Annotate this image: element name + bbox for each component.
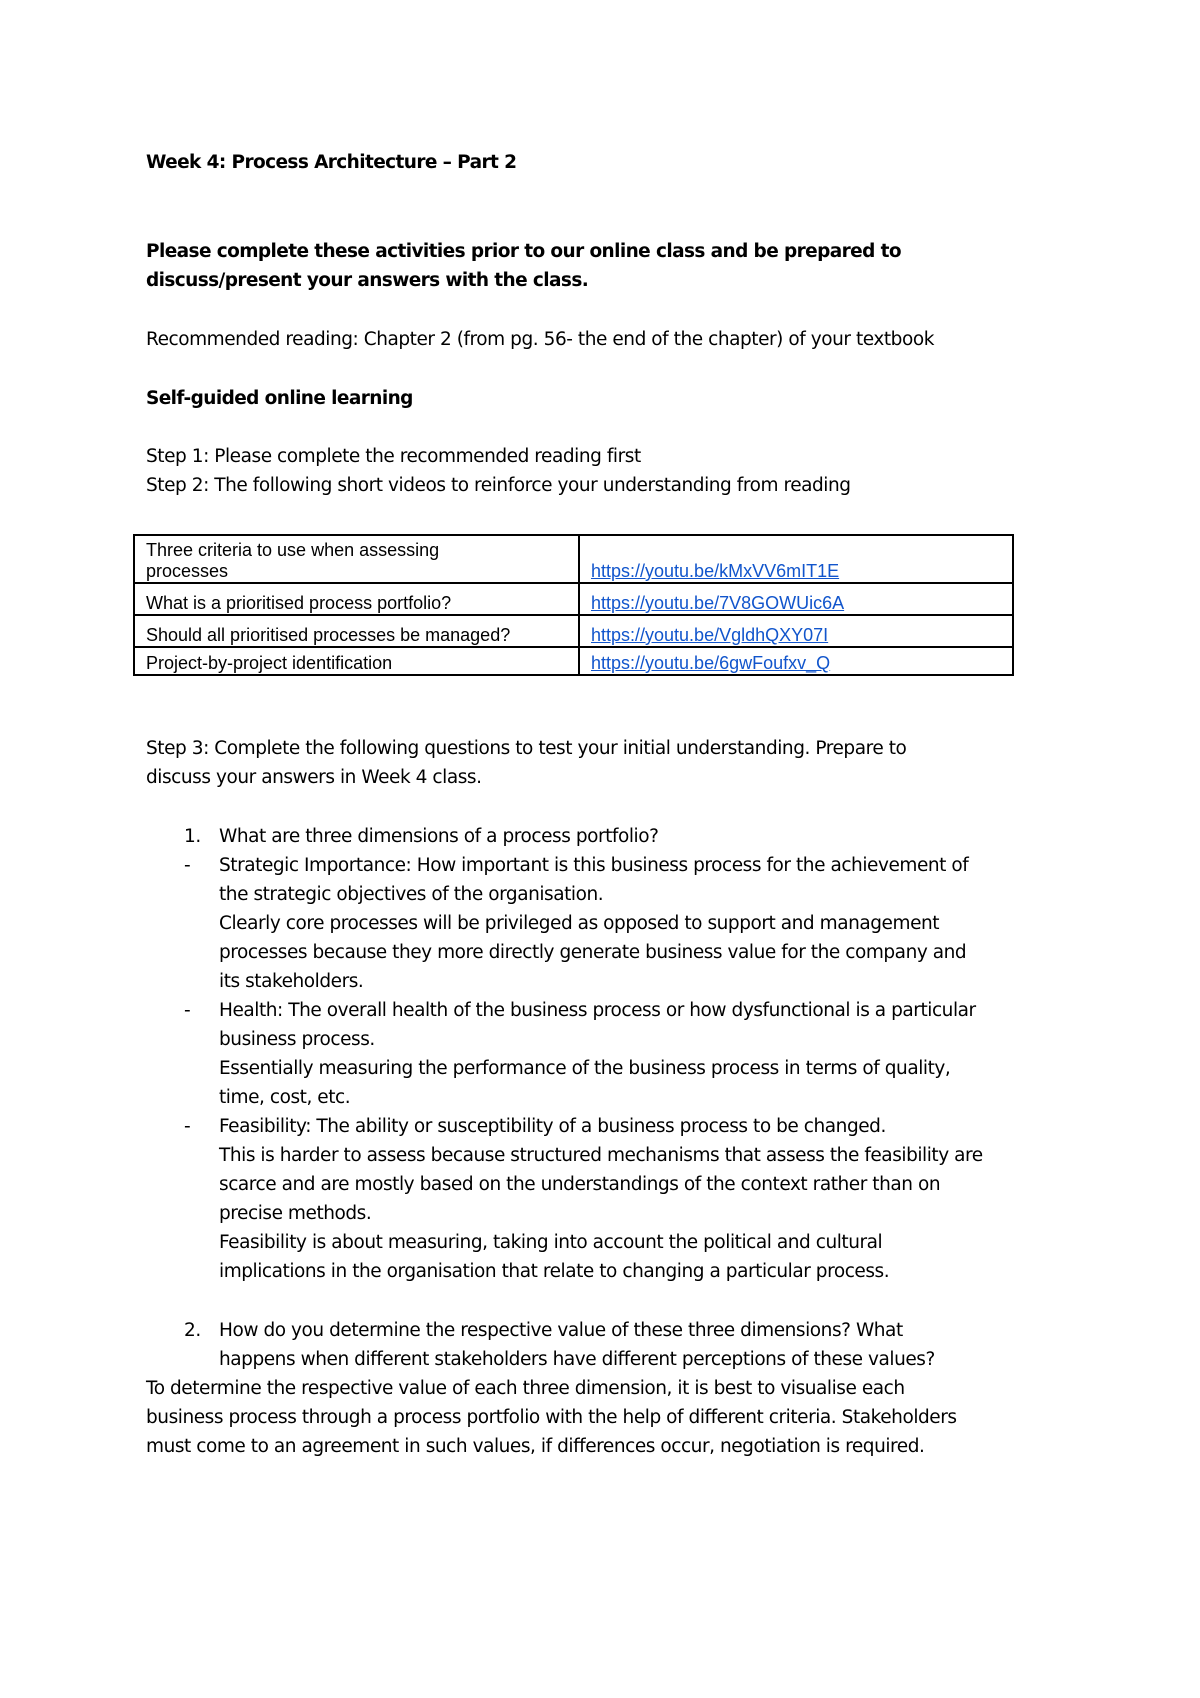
table-row	[134, 583, 1013, 615]
answer-2-line: To determine the respective value of each three dimension, it is best to visualise each	[146, 1378, 905, 1399]
answer-2-line: must come to an agreement in such values, if differences occur, negotiation is required.	[146, 1436, 925, 1457]
video-title: Three criteria to use when assessing	[146, 540, 440, 560]
answer-line: Essentially measuring the performance of the business process in terms of quality,	[219, 1058, 951, 1079]
step-3-line-1: Step 3: Complete the following questions to test your initial understanding. Prepare to	[146, 738, 907, 759]
video-title: Should all prioritised processes be managed?	[146, 625, 511, 645]
question-2-text-cont: happens when different stakeholders have different perceptions of these values?	[219, 1349, 935, 1370]
intro-line-1: Please complete these activities prior to our online class and be prepared to	[146, 241, 901, 262]
video-link-cell	[579, 615, 1013, 647]
answer-line: Health: The overall health of the business process or how dysfunctional is a particular	[219, 1000, 976, 1021]
step-2: Step 2: The following short videos to reinforce your understanding from reading	[146, 475, 851, 496]
video-title-cell	[134, 615, 579, 647]
intro-line-2: discuss/present your answers with the class.	[146, 270, 589, 291]
answer-line: business process.	[219, 1029, 375, 1050]
video-link[interactable]: https://youtu.be/VgldhQXY07I	[591, 625, 829, 645]
video-link[interactable]: https://youtu.be/6gwFoufxv_Q	[591, 653, 831, 673]
answer-line: its stakeholders.	[219, 971, 364, 992]
table-row	[134, 647, 1013, 675]
video-table	[133, 534, 1014, 676]
answer-line: processes because they more directly generate business value for the company and	[219, 942, 967, 963]
answer-line: This is harder to assess because structured mechanisms that assess the feasibility are	[219, 1145, 983, 1166]
answer-line: Feasibility is about measuring, taking into account the political and cultural	[219, 1232, 883, 1253]
question-2-text: How do you determine the respective value of these three dimensions? What	[219, 1320, 903, 1341]
answer-line: the strategic objectives of the organisation.	[219, 884, 604, 905]
answer-line: scarce and are mostly based on the understandings of the context rather than on	[219, 1174, 941, 1195]
video-title: Project-by-project identification	[146, 653, 393, 673]
answer-line: Clearly core processes will be privileged as opposed to support and management	[219, 913, 940, 934]
bullet-dash: -	[184, 1000, 191, 1021]
step-3-line-2: discuss your answers in Week 4 class.	[146, 767, 482, 788]
answer-2-line: business process through a process portfolio with the help of different criteria. Stakeholders	[146, 1407, 957, 1428]
document-title: Week 4: Process Architecture – Part 2	[146, 152, 517, 173]
table-row	[134, 615, 1013, 647]
question-2-number: 2.	[184, 1320, 201, 1341]
self-guided-heading: Self-guided online learning	[146, 388, 413, 409]
table-row	[134, 535, 1013, 583]
answer-line: Feasibility: The ability or susceptibility of a business process to be changed.	[219, 1116, 886, 1137]
answer-line: implications in the organisation that relate to changing a particular process.	[219, 1261, 890, 1282]
video-link-cell	[579, 535, 1013, 583]
video-link[interactable]: https://youtu.be/kMxVV6mIT1E	[591, 561, 840, 581]
answer-line: time, cost, etc.	[219, 1087, 351, 1108]
video-title-cell	[134, 535, 579, 583]
question-1-number: 1.	[184, 826, 201, 847]
answer-line: Strategic Importance: How important is this business process for the achievement of	[219, 855, 969, 876]
bullet-dash: -	[184, 855, 191, 876]
question-1-text: What are three dimensions of a process portfolio?	[219, 826, 659, 847]
video-link[interactable]: https://youtu.be/7V8GOWUic6A	[591, 593, 845, 613]
answer-line: precise methods.	[219, 1203, 372, 1224]
video-title-cell	[134, 647, 579, 675]
video-title-cont: processes	[146, 561, 229, 581]
video-title-cell	[134, 583, 579, 615]
recommended-reading: Recommended reading: Chapter 2 (from pg. 56- the end of the chapter) of your textbook	[146, 329, 934, 350]
bullet-dash: -	[184, 1116, 191, 1137]
video-link-cell	[579, 583, 1013, 615]
step-1: Step 1: Please complete the recommended reading first	[146, 446, 641, 467]
video-title: What is a prioritised process portfolio?	[146, 593, 452, 613]
video-link-cell	[579, 647, 1013, 675]
